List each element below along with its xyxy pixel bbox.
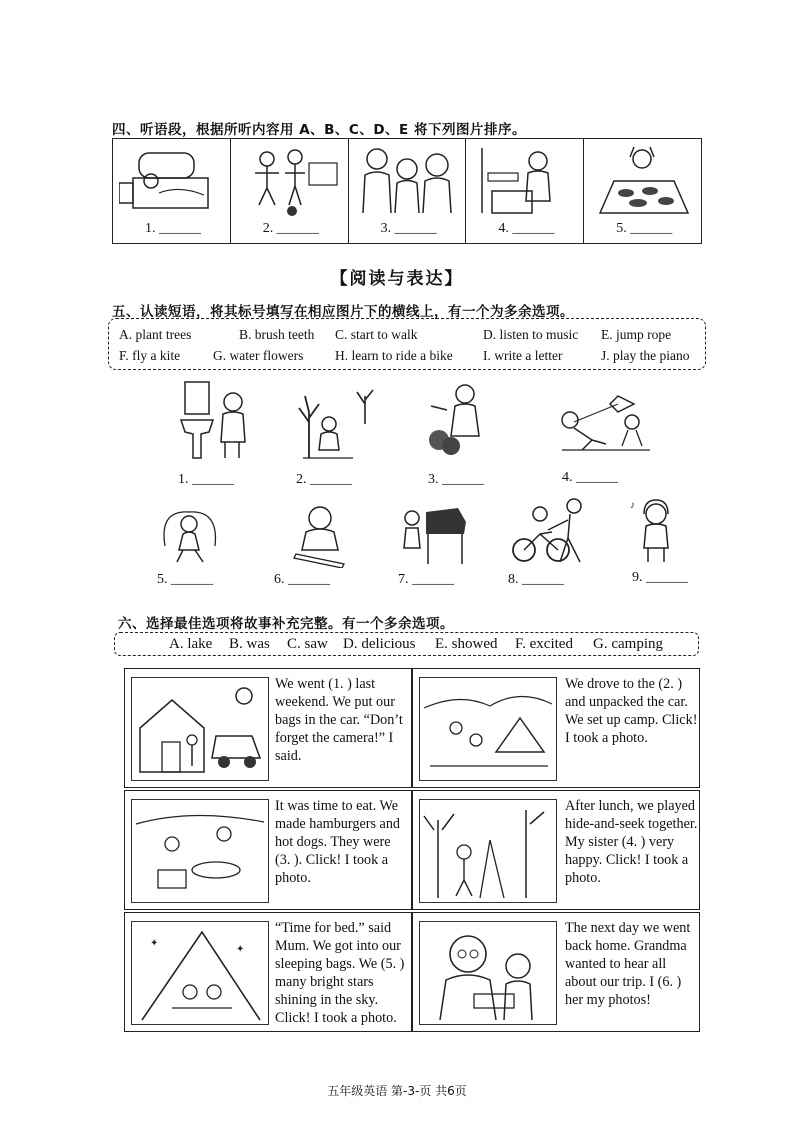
- reading-section-title: 【阅读与表达】: [330, 269, 464, 289]
- story-panel-5: [124, 912, 412, 1032]
- section4-picture-4: [466, 139, 584, 243]
- story-text-1: We went (1. ) last weekend. We put our bags in the car. “Don’t forget the camera!” I said.: [275, 676, 403, 764]
- jumping-rope-illustration: [155, 506, 225, 568]
- story-panel-1: [124, 668, 412, 788]
- section6-word-box: [114, 632, 699, 656]
- section4-picture-3: [349, 139, 467, 243]
- section4-picture-1: [113, 139, 231, 243]
- section4-item-1: 1. ______: [145, 221, 201, 236]
- playing-piano-illustration: [398, 502, 470, 568]
- section5-item-8: 8. ______: [508, 572, 564, 587]
- story-text-2: We drove to the (2. ) and unpacked the car. We set up camp. Click! I took a photo.: [565, 676, 698, 746]
- word-g: G. camping: [593, 636, 663, 652]
- tent-under-stars-illustration: [131, 921, 269, 1025]
- svg-text:♪: ♪: [630, 500, 635, 511]
- option-a: A. plant trees: [119, 327, 192, 342]
- kids-playing-football-illustration: [237, 143, 342, 223]
- story-text-4: After lunch, we played hide-and-seek together. My sister (4. ) very happy. Click! I took a photo.: [565, 798, 698, 886]
- word-b: B. was: [229, 636, 270, 652]
- option-i: I. write a letter: [483, 348, 563, 363]
- showing-photos-to-grandma-illustration: [419, 921, 557, 1025]
- section5-item-9: 9. ______: [632, 570, 688, 585]
- story-panel-3: [124, 790, 412, 910]
- option-e: E. jump rope: [601, 327, 672, 342]
- section5-options-box: [108, 318, 706, 370]
- food-table-illustration: [590, 143, 695, 223]
- option-j: J. play the piano: [601, 348, 690, 363]
- section4-item-4: 4. ______: [498, 221, 555, 236]
- listening-music-illustration: [628, 496, 678, 566]
- option-b: B. brush teeth: [239, 327, 315, 342]
- word-f: F. excited: [515, 636, 573, 652]
- svg-text:✦: ✦: [150, 938, 159, 949]
- story-text-6: The next day we went back home. Grandma wanted to hear all about our trip. I (6. ) her my photos!: [565, 920, 691, 1008]
- riding-bike-illustration: [508, 498, 594, 566]
- section5-item-6: 6. ______: [274, 572, 330, 587]
- flying-kite-illustration: [552, 392, 652, 454]
- setting-up-camp-illustration: [419, 677, 557, 781]
- story-panel-4: [412, 790, 700, 910]
- section4-item-5: 5. ______: [616, 221, 673, 236]
- section4-item-3: 3. ______: [380, 221, 437, 236]
- child-cooking-illustration: [472, 143, 577, 223]
- story-panel-2: [412, 668, 700, 788]
- section5-heading: 五、认读短语，将其标号填写在相应图片下的横线上，有一个为多余选项。: [112, 304, 574, 320]
- writing-letter-illustration: [290, 502, 350, 568]
- word-e: E. showed: [435, 636, 498, 652]
- story-text-3: It was time to eat. We made hamburgers and hot dogs. They were (3. ). Click! I took a photo.: [275, 798, 401, 886]
- story-panel-6: [412, 912, 700, 1032]
- picnic-meal-illustration: [131, 799, 269, 903]
- section5-item-5: 5. ______: [157, 572, 213, 587]
- story-text-5: “Time for bed.” said Mum. We got into our sleeping bags. We (5. ) many bright stars shining in the sky. Click! I took a photo.: [275, 920, 405, 1026]
- planting-trees-illustration: [293, 382, 383, 460]
- section4-picture-5: [584, 139, 701, 243]
- section4-item-2: 2. ______: [262, 221, 319, 236]
- sleeping-child-illustration: [119, 143, 224, 223]
- word-d: D. delicious: [343, 636, 416, 652]
- hide-and-seek-illustration: [419, 799, 557, 903]
- option-h: H. learn to ride a bike: [335, 348, 453, 363]
- page-footer: 五年级英语 第-3-页 共6页: [327, 1084, 467, 1098]
- option-f: F. fly a kite: [119, 348, 181, 363]
- brushing-teeth-illustration: [175, 378, 255, 460]
- section4-picture-2: [231, 139, 349, 243]
- section6-heading: 六、选择最佳选项将故事补充完整。有一个多余选项。: [118, 616, 454, 632]
- section5-item-7: 7. ______: [398, 572, 454, 587]
- word-a: A. lake: [169, 636, 213, 652]
- section5-item-1: 1. ______: [178, 472, 234, 487]
- option-g: G. water flowers: [213, 348, 304, 363]
- section5-item-4: 4. ______: [562, 470, 618, 485]
- option-c: C. start to walk: [335, 327, 418, 342]
- section5-item-2: 2. ______: [296, 472, 352, 487]
- option-d: D. listen to music: [483, 327, 579, 342]
- family-illustration: [355, 143, 460, 223]
- watering-flowers-illustration: [425, 380, 497, 460]
- svg-text:✦: ✦: [236, 944, 245, 955]
- word-c: C. saw: [287, 636, 328, 652]
- family-loading-car-illustration: [131, 677, 269, 781]
- section4-heading: 四、听语段，根据所听内容用 A、B、C、D、E 将下列图片排序。: [112, 122, 526, 138]
- section4-picture-row: [112, 138, 702, 244]
- section5-item-3: 3. ______: [428, 472, 484, 487]
